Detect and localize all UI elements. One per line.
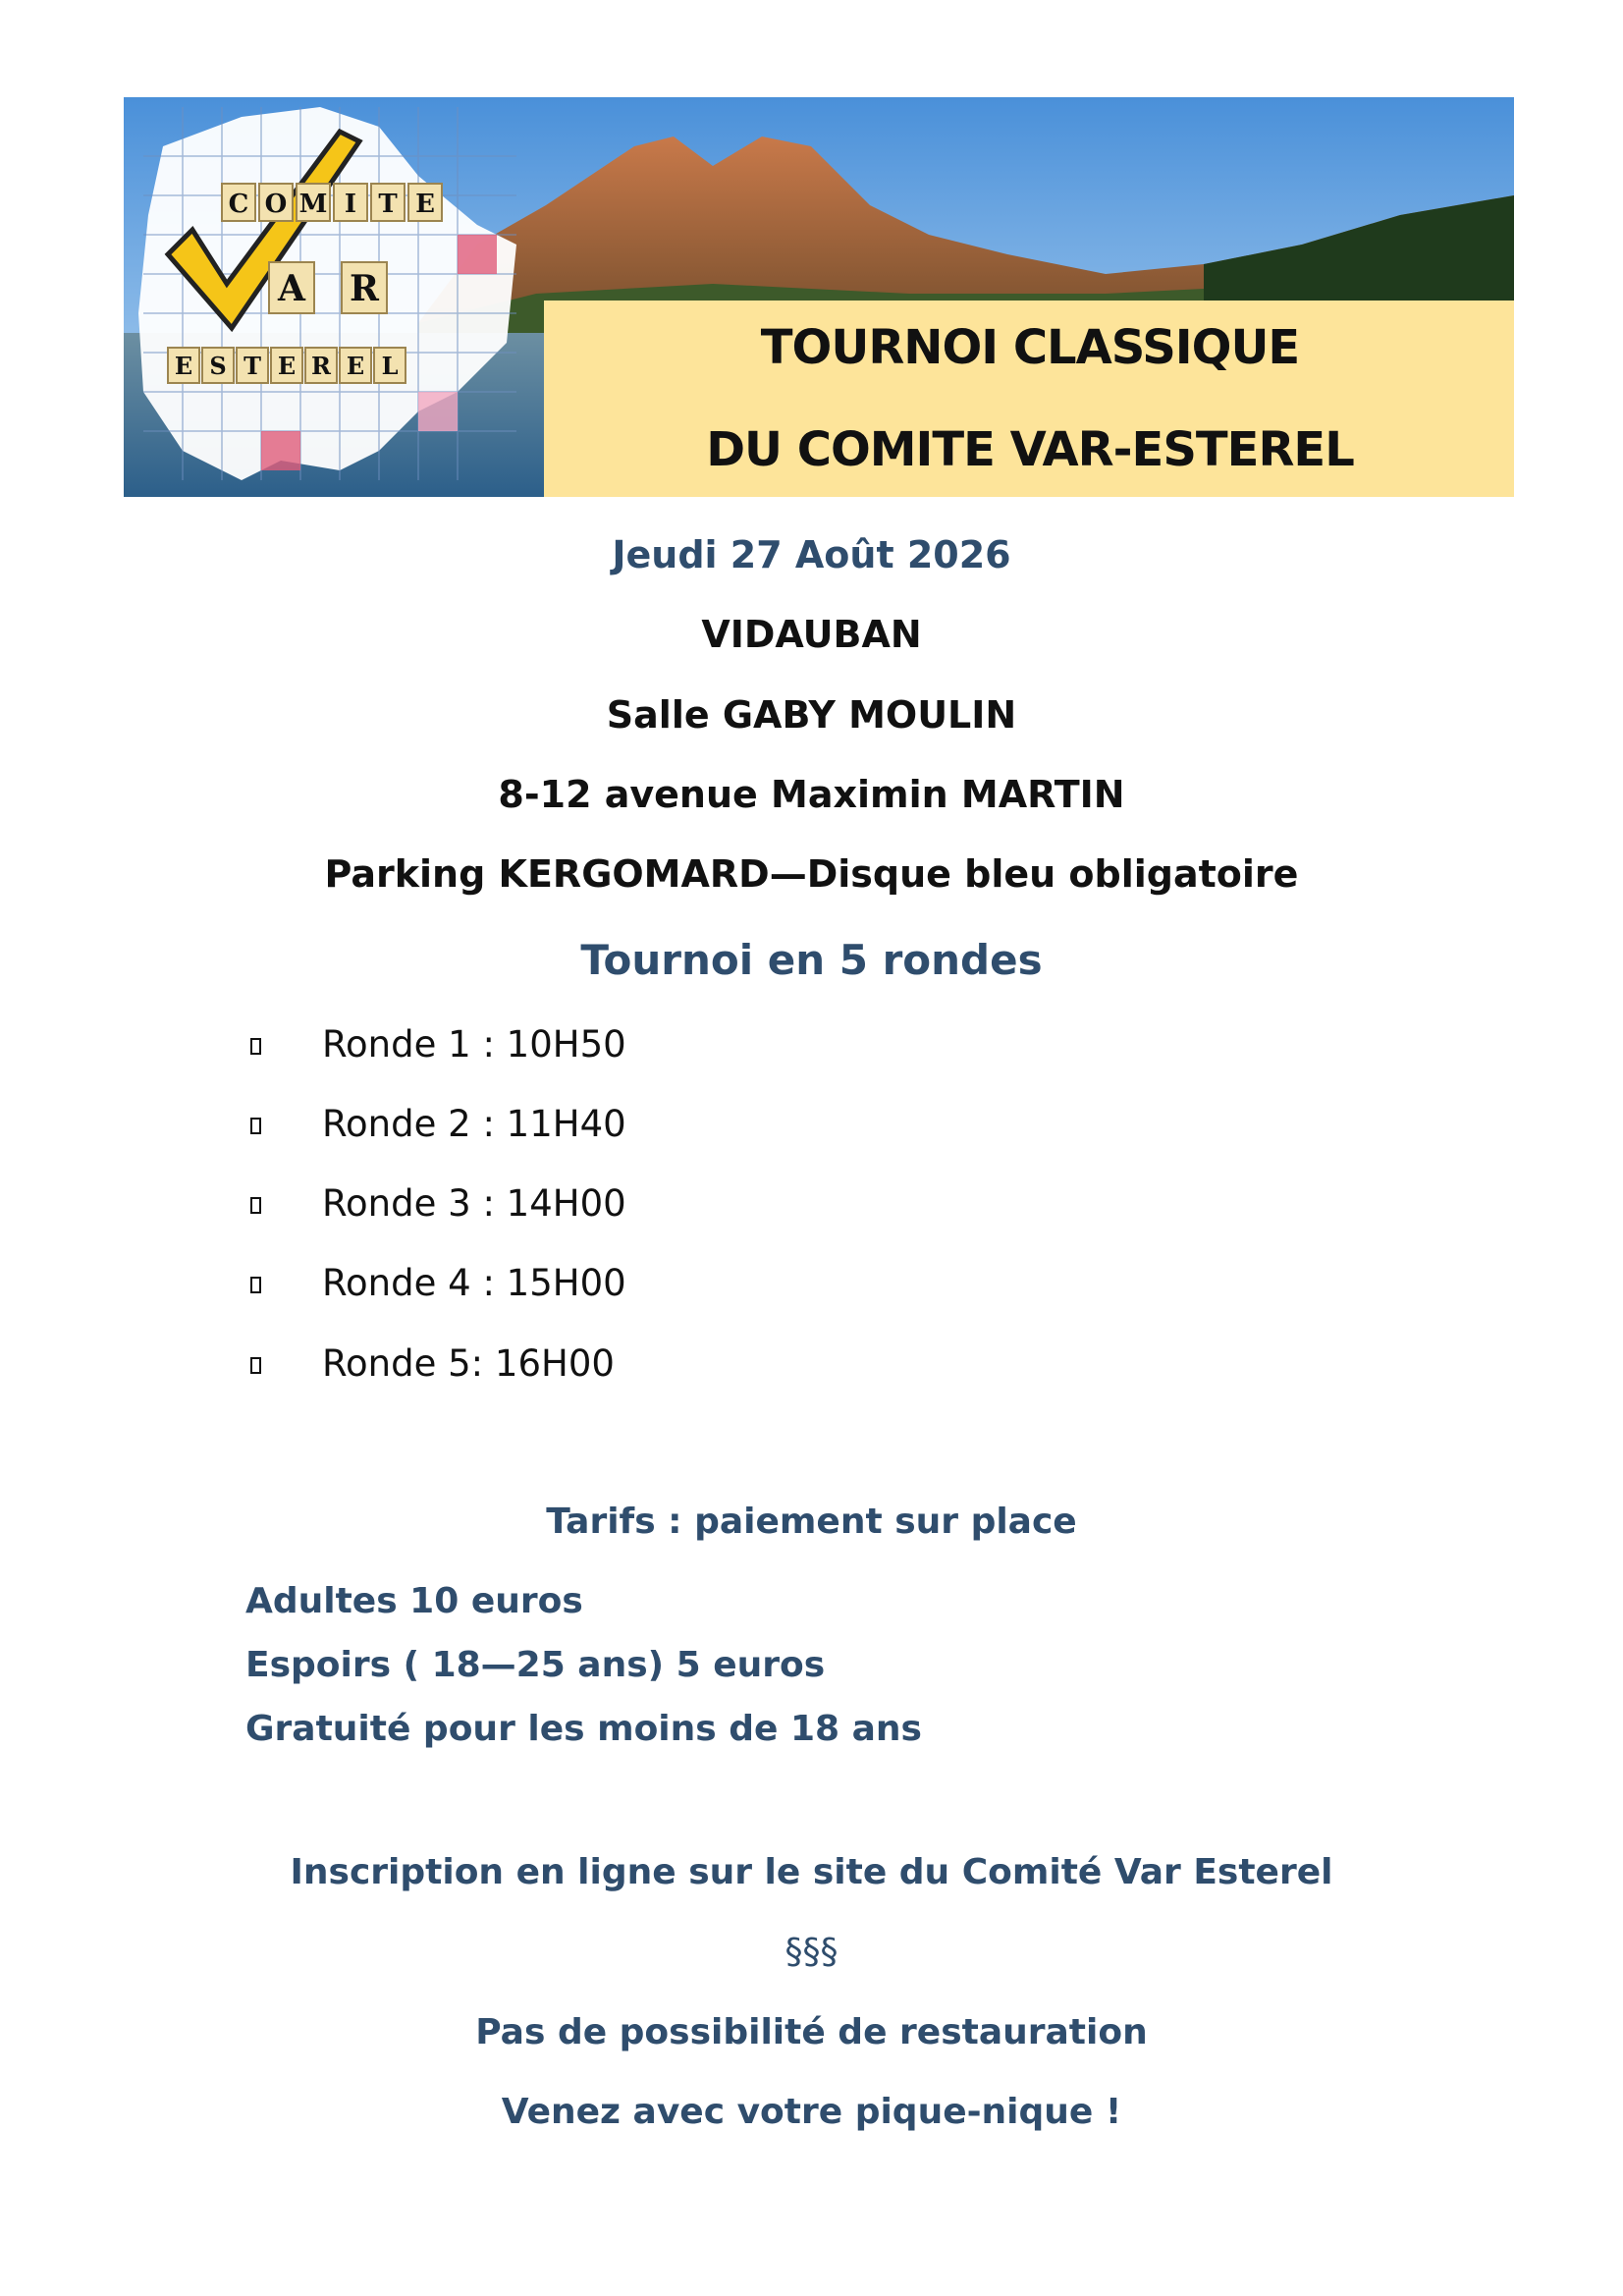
title-box <box>544 301 1514 497</box>
bullet-icon <box>250 1118 261 1134</box>
bullet-icon <box>250 1197 261 1214</box>
svg-text:E: E <box>174 352 193 380</box>
inscription-text: Inscription en ligne sur le site du Comité Var Esterel <box>290 1852 1333 1892</box>
separator: §§§ <box>784 1932 839 1972</box>
pique-nique-text: Venez avec votre pique-nique ! <box>501 2092 1122 2132</box>
title-line-1: TOURNOI CLASSIQUE <box>760 320 1300 375</box>
event-city: VIDAUBAN <box>701 613 922 656</box>
svg-text:T: T <box>243 352 261 380</box>
event-venue: Salle GABY MOULIN <box>606 693 1017 737</box>
list-item: Ronde 2 : 11H40 <box>250 1103 626 1145</box>
event-address: 8-12 avenue Maximin MARTIN <box>498 773 1125 816</box>
restauration-text: Pas de possibilité de restauration <box>475 2012 1148 2052</box>
tarifs-heading: Tarifs : paiement sur place <box>546 1502 1077 1542</box>
bullet-icon <box>250 1357 261 1374</box>
svg-text:R: R <box>350 268 379 309</box>
list-item: Ronde 1 : 10H50 <box>250 1023 626 1066</box>
svg-text:E: E <box>415 190 435 219</box>
svg-text:E: E <box>277 352 297 380</box>
list-item: Ronde 4 : 15H00 <box>250 1262 626 1304</box>
svg-text:A: A <box>278 268 305 309</box>
svg-text:T: T <box>378 190 398 219</box>
svg-text:M: M <box>298 190 328 219</box>
rounds-heading: Tournoi en 5 rondes <box>580 936 1043 984</box>
svg-text:R: R <box>311 352 331 380</box>
svg-text:S: S <box>209 352 227 380</box>
header-banner <box>124 97 1514 497</box>
bullet-icon <box>250 1038 261 1055</box>
svg-text:I: I <box>344 190 357 219</box>
tarif-gratuite: Gratuité pour les moins de 18 ans <box>245 1709 922 1749</box>
list-item: Ronde 3 : 14H00 <box>250 1182 626 1225</box>
svg-text:E: E <box>346 352 365 380</box>
svg-text:O: O <box>264 190 288 219</box>
list-item: Ronde 5: 16H00 <box>250 1342 615 1385</box>
svg-text:C: C <box>228 190 249 219</box>
tarif-adultes: Adultes 10 euros <box>245 1581 583 1621</box>
title-line-2: DU COMITE VAR-ESTEREL <box>706 422 1354 477</box>
tarif-espoirs: Espoirs ( 18—25 ans) 5 euros <box>245 1645 826 1685</box>
event-parking: Parking KERGOMARD—Disque bleu obligatoire <box>324 852 1299 896</box>
bullet-icon <box>250 1277 261 1293</box>
event-date: Jeudi 27 Août 2026 <box>612 533 1011 576</box>
svg-text:L: L <box>381 352 399 380</box>
